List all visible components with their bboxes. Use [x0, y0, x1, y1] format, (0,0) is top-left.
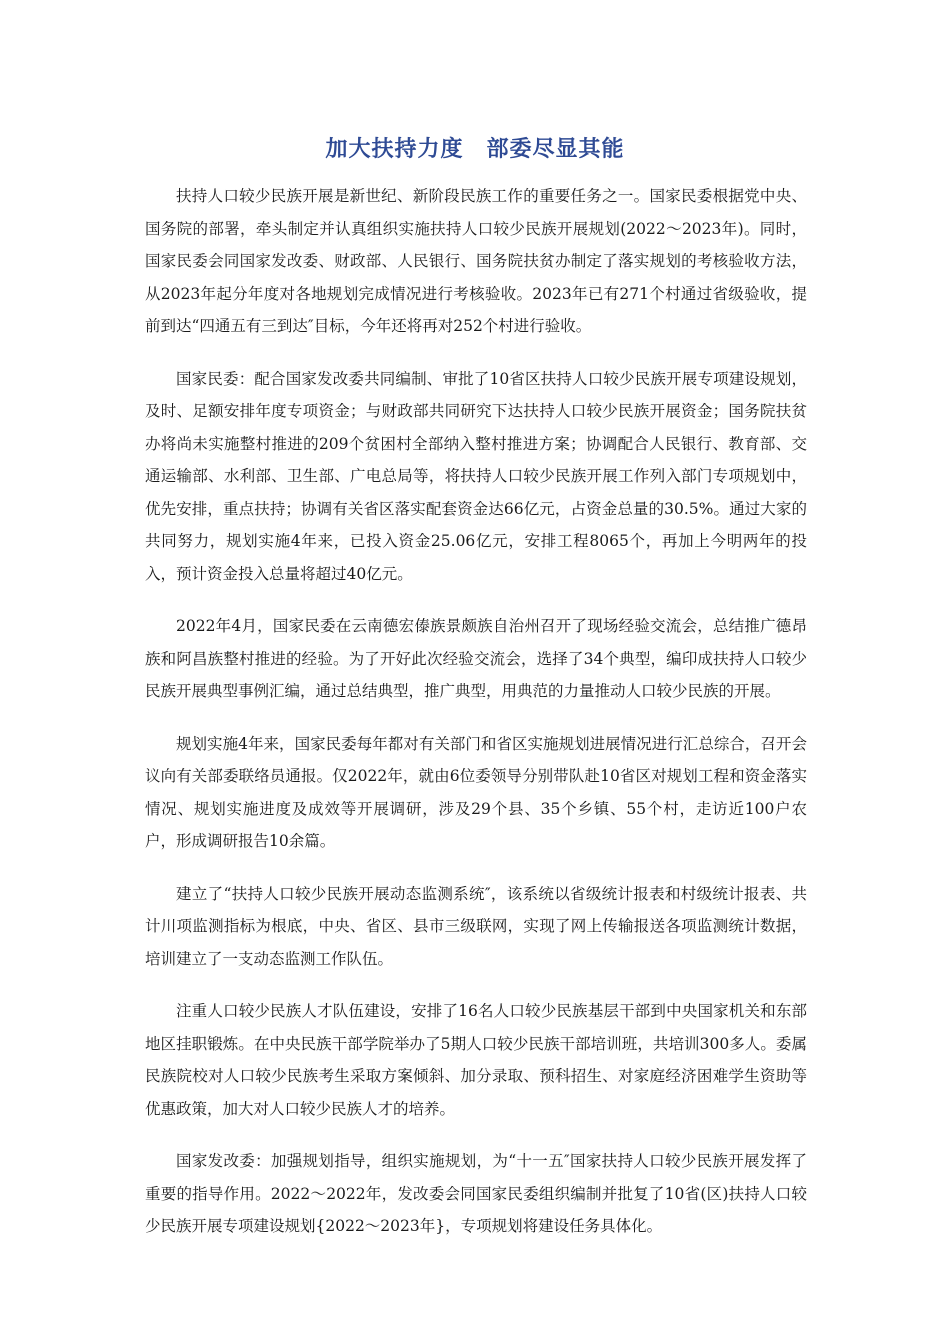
- paragraph-2: 国家民委：配合国家发改委共同编制、审批了10省区扶持人口较少民族开展专项建设规划，及时、足额安排年度专项资金；与财政部共同研究下达扶持人口较少民族开展资金；国务院扶贫办将尚未实施整村推进的209个贫困村全部纳入整村推进方案；协调配合人民银行、教育部、交通运输部、水利部、卫生部、广电总局等，将扶持人口较少民族开展工作列入部门专项规划中，优先安排，重点扶持；协调有关省区落实配套资金达66亿元，占资金总量的30.5%。通过大家的共同努力，规划实施4年来，已投入资金25.06亿元，安排工程8065个，再加上今明两年的投入，预计资金投入总量将超过40亿元。: [145, 369, 807, 583]
- paragraph-3: 2022年4月，国家民委在云南德宏傣族景颇族自治州召开了现场经验交流会，总结推广德昂族和阿昌族整村推进的经验。为了开好此次经验交流会，选择了34个典型，编印成扶持人口较少民族开展典型事例汇编，通过总结典型，推广典型，用典范的力量推动人口较少民族的开展。: [145, 617, 807, 700]
- paragraph-7: 国家发改委：加强规划指导，组织实施规划，为“十一五″国家扶持人口较少民族开展发挥了重要的指导作用。2022～2022年，发改委会同国家民委组织编制并批复了10省(区)扶持人口较少民族开展专项建设规划{2022～2023年}，专项规划将建设任务具体化。: [145, 1152, 807, 1235]
- paragraph-4: 规划实施4年来，国家民委每年都对有关部门和省区实施规划进展情况进行汇总综合，召开会议向有关部委联络员通报。仅2022年，就由6位委领导分别带队赴10省区对规划工程和资金落实情况、规划实施进度及成效等开展调研，涉及29个县、35个乡镇、55个村，走访近100户农户，形成调研报告10余篇。: [145, 734, 807, 850]
- paragraph-6: 注重人口较少民族人才队伍建设，安排了16名人口较少民族基层干部到中央国家机关和东部地区挂职锻炼。在中央民族干部学院举办了5期人口较少民族干部培训班，共培训300多人。委属民族院校对人口较少民族考生采取方案倾斜、加分录取、预科招生、对家庭经济困难学生资助等优惠政策，加大对人口较少民族人才的培养。: [145, 1002, 807, 1118]
- paragraph-5: 建立了“扶持人口较少民族开展动态监测系统″，该系统以省级统计报表和村级统计报表、共计川项监测指标为根底，中央、省区、县市三级联网，实现了网上传输报送各项监测统计数据，培训建立了一支动态监测工作队伍。: [145, 884, 807, 968]
- paragraph-1: 扶持人口较少民族开展是新世纪、新阶段民族工作的重要任务之一。国家民委根据党中央、国务院的部署，牵头制定并认真组织实施扶持人口较少民族开展规划(2022～2023年)。同时，国家民委会同国家发改委、财政部、人民银行、国务院扶贫办制定了落实规划的考核验收方法，从2023年起分年度对各地规划完成情况进行考核验收。2023年已有271个村通过省级验收，提前到达“四通五有三到达″目标，今年还将再对252个村进行验收。: [145, 187, 807, 335]
- document-body: [145, 180, 807, 1263]
- page-title: 加大扶持力度 部委尽显其能: [325, 137, 625, 162]
